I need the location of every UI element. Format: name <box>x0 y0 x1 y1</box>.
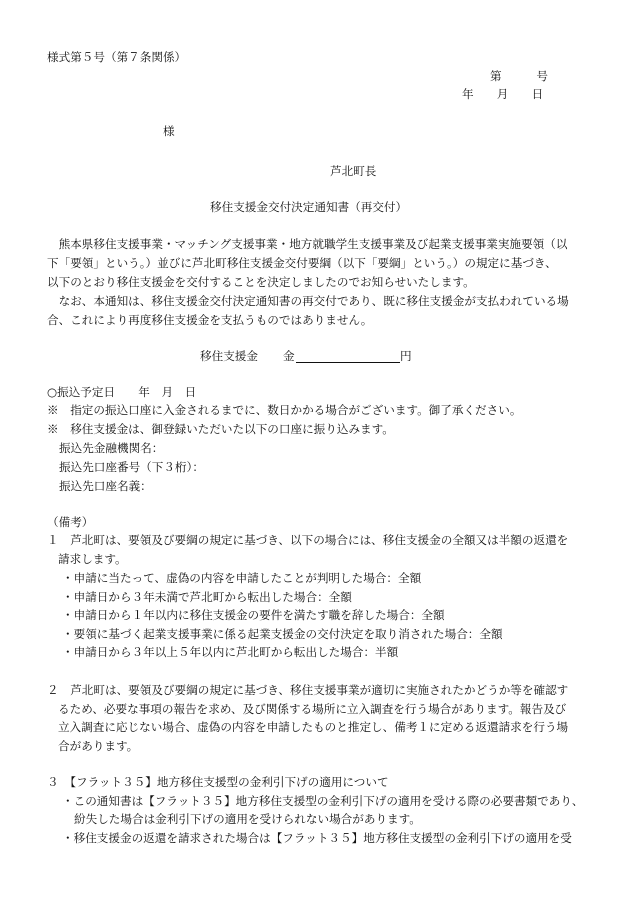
amount-underline <box>296 362 400 363</box>
account-field-holder: 振込先口座名義： <box>59 479 152 493</box>
remarks-heading: （備考） <box>47 515 94 529</box>
amount-unit: 円 <box>400 349 412 363</box>
body-paragraph1-line: 熊本県移住支援事業・マッチング支援事業・地方就職学生支援事業及び起業支援事業実施要領（以 <box>47 237 568 251</box>
sender-name: 芦北町長 <box>330 164 377 178</box>
remarks-item3-bullet: ・この通知書は【フラット３５】地方移住支援型の金利引下げの適用を受ける際の必要書類であり、 <box>62 794 584 808</box>
amount-prefix: 金 <box>283 349 295 363</box>
body-paragraph2-line: なお、本通知は、移住支援金交付決定通知書の再交付であり、既に移住支援金が支払われている場 <box>47 294 569 308</box>
transfer-note: ※ 指定の振込口座に入金されるまでに、数日かかる場合がございます。御了承ください。 <box>47 403 522 417</box>
remarks-item1-bullet: ・申請日から３年以上５年以内に芦北町から転出した場合：半額 <box>62 645 399 659</box>
remarks-item1-bullet: ・申請日から３年未満で芦北町から転出した場合：全額 <box>62 590 352 604</box>
transfer-date-line: ○振込予定日 年 月 日 <box>47 385 197 399</box>
document-number-line: 第 号 <box>490 69 548 83</box>
remarks-item3-bullet: ・移住支援金の返還を請求された場合は【フラット３５】地方移住支援型の金利引下げの適用を受 <box>62 831 572 845</box>
remarks-item1-line: １ 芦北町は、要領及び要綱の規定に基づき、以下の場合には、移住支援金の全額又は半額の返還を <box>47 533 569 547</box>
transfer-note: ※ 移住支援金は、御登録いただいた以下の口座に振り込みます。 <box>47 422 394 436</box>
body-paragraph1-line: 下「要領」という。）並びに芦北町移住支援金交付要綱（以下「要綱」という。）の規定に基づき、 <box>47 256 557 270</box>
remarks-item2-line: 合があります。 <box>58 739 139 753</box>
remarks-item2-line: 立入調査に応じない場合、虚偽の内容を申請したものと推定し、備考１に定める返還請求を行う場 <box>58 720 569 734</box>
document-date-line: 年 月 日 <box>462 87 544 101</box>
remarks-item1-bullet: ・申請日から１年以内に移住支援金の要件を満たす職を辞した場合：全額 <box>62 608 445 622</box>
body-paragraph1-line: 以下のとおり移住支援金を交付することを決定しましたのでお知らせいたします。 <box>47 275 475 289</box>
remarks-item1-line: 請求します。 <box>58 552 127 566</box>
addressee-suffix: 様 <box>163 124 175 138</box>
remarks-item3-heading: ３ 【フラット３５】地方移住支援型の金利引下げの適用について <box>47 775 389 789</box>
remarks-item3-bullet-continuation: 紛失した場合は金利引下げの適用を受けられない場合があります。 <box>74 812 421 826</box>
remarks-item2-line: ２ 芦北町は、要領及び要綱の規定に基づき、移住支援事業が適切に実施されたかどうか等を確認す <box>47 683 569 697</box>
amount-label: 移住支援金 <box>200 349 258 363</box>
body-paragraph2-line: 合、これにより再度移住支援金を支払うものではありません。 <box>47 313 373 327</box>
account-field-bank: 振込先金融機関名： <box>59 441 164 455</box>
remarks-item2-line: るため、必要な事項の報告を求め、及び関係する場所に立入調査を行う場合があります。報告及び <box>58 702 567 716</box>
account-field-number: 振込先口座番号（下３桁）： <box>59 460 204 474</box>
form-number-label: 様式第５号（第７条関係） <box>47 50 187 64</box>
remarks-item1-bullet: ・申請に当たって、虚偽の内容を申請したことが判明した場合：全額 <box>62 571 422 585</box>
remarks-item1-bullet: ・要領に基づく起業支援事業に係る起業支援金の交付決定を取り消された場合：全額 <box>62 627 503 641</box>
document-title: 移住支援金交付決定通知書（再交付） <box>210 200 408 214</box>
